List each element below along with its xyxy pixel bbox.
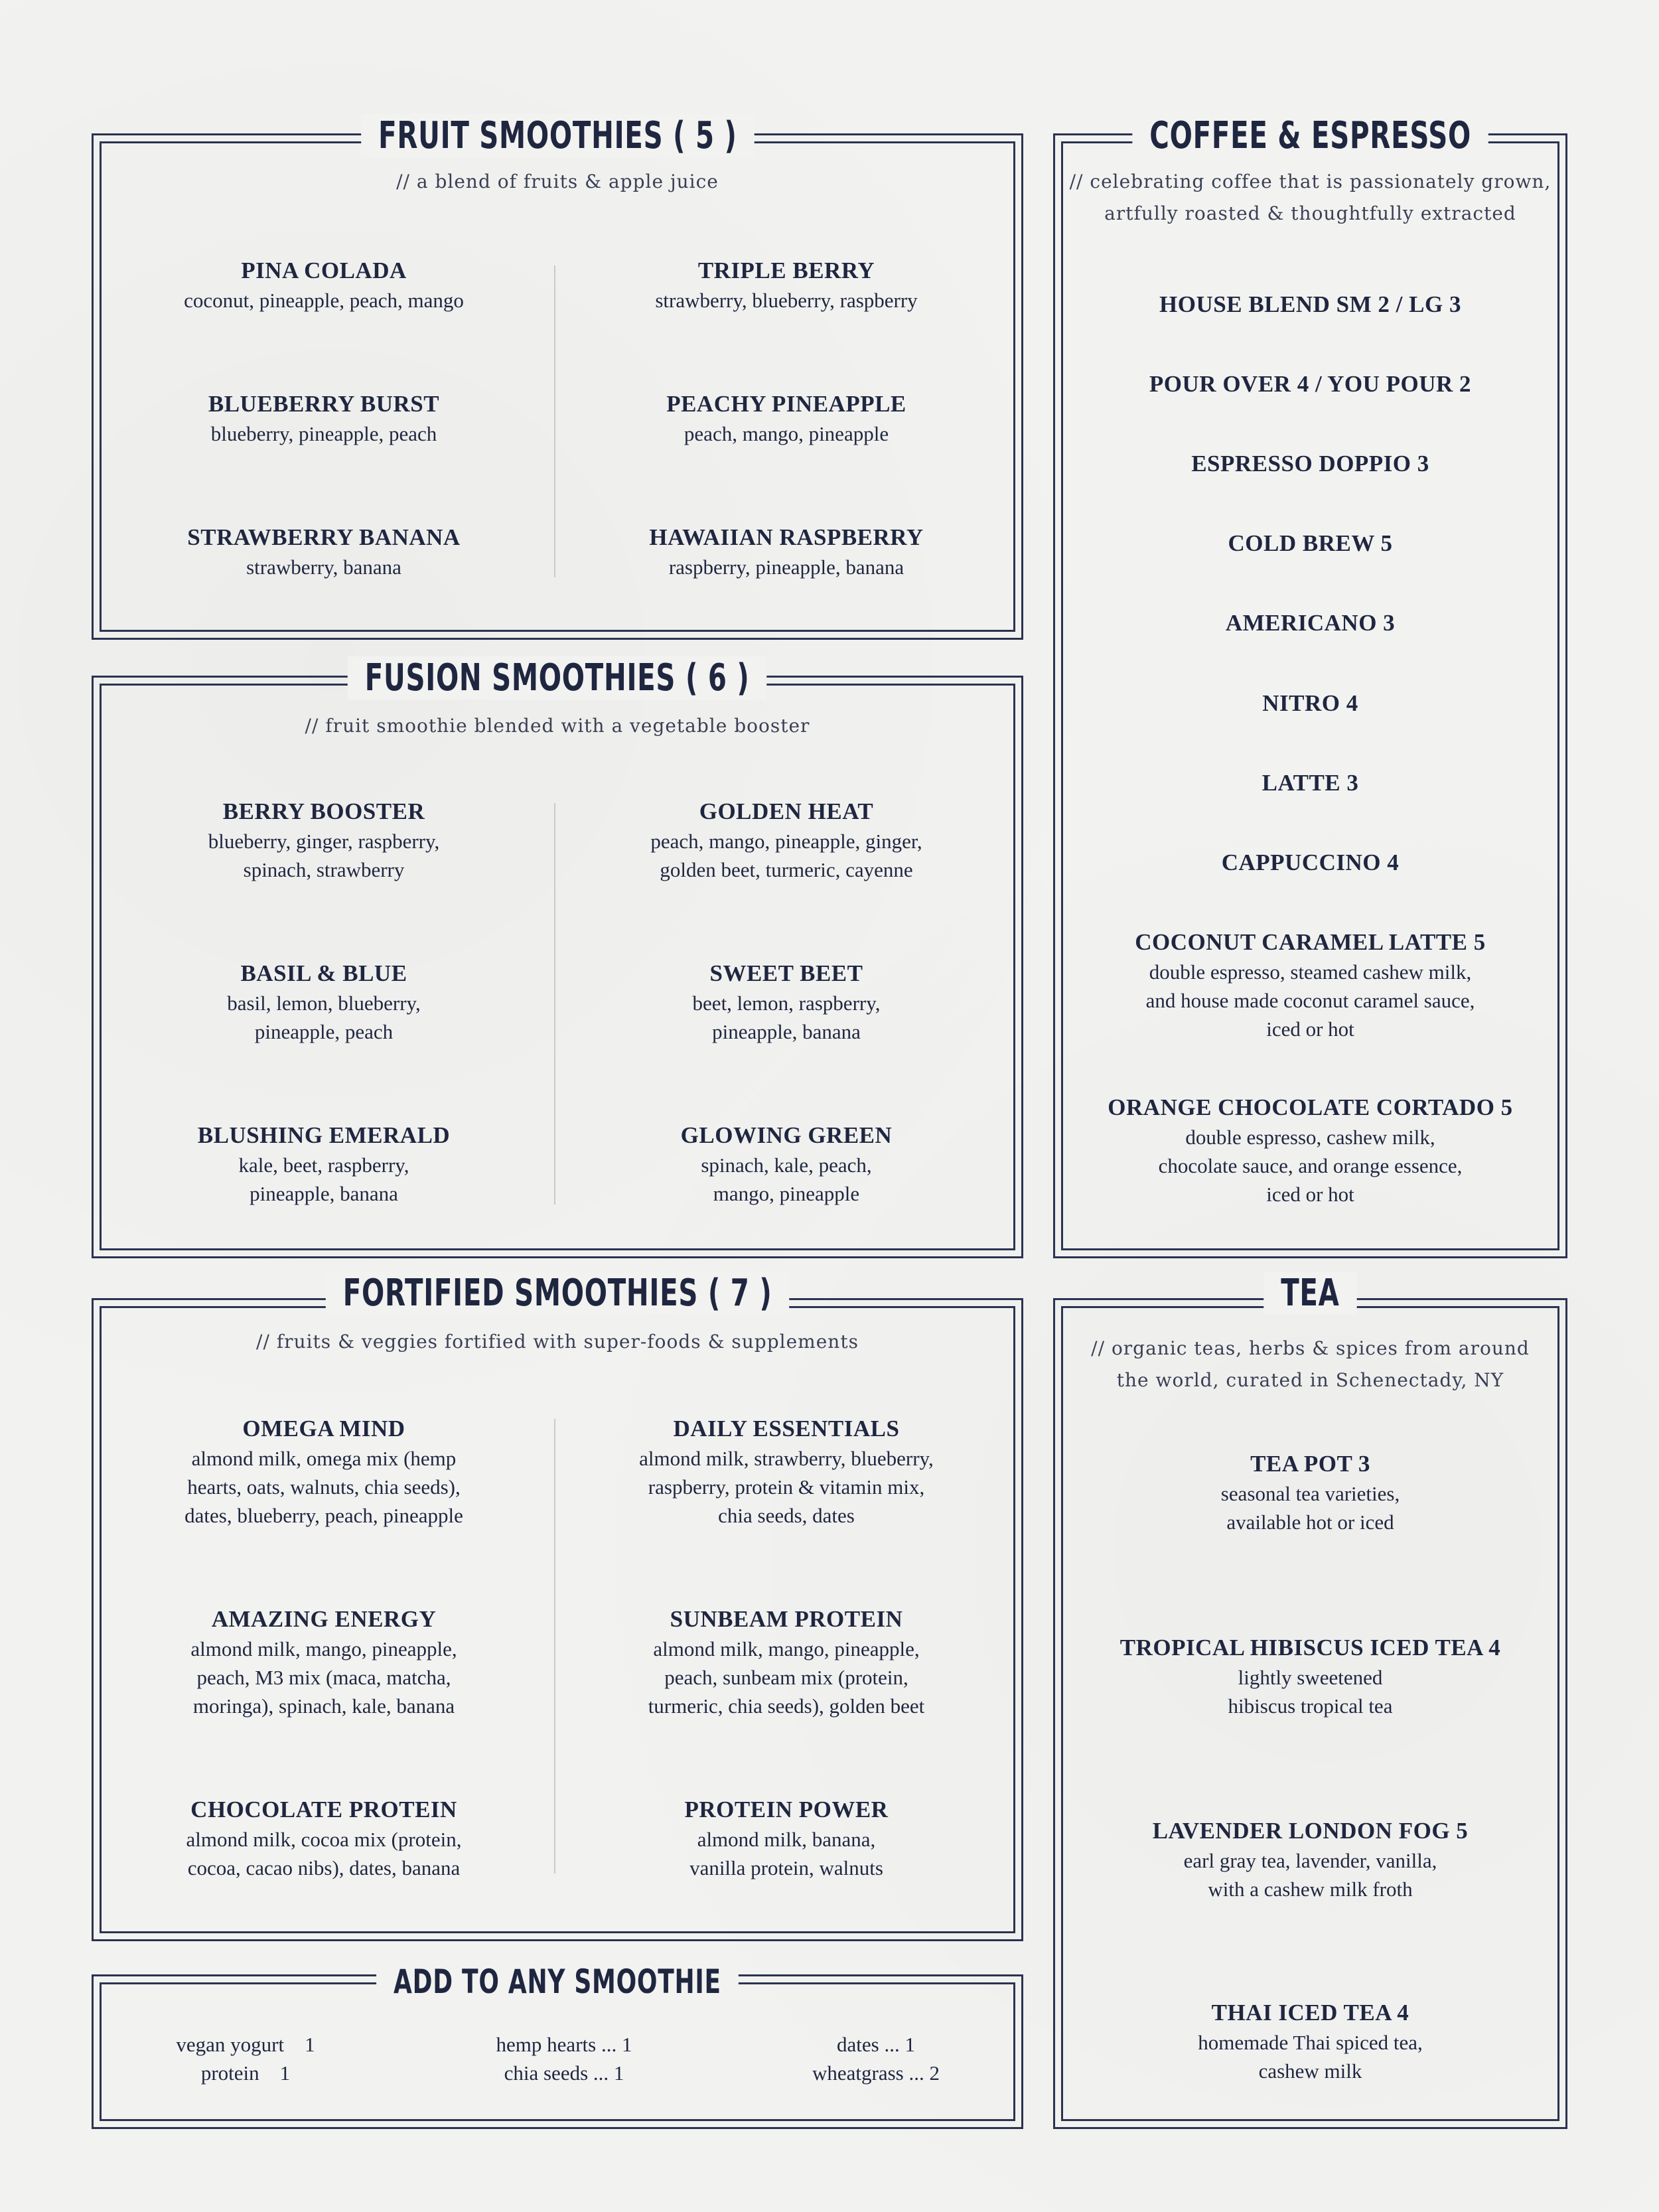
fortified-smoothies-title: FORTIFIED SMOOTHIES ( 7 ) [326,1272,790,1315]
item-description: strawberry, blueberry, raspberry [655,289,918,312]
item-description: spinach, kale, peach, [701,1153,872,1177]
coffee-subtitle-line-2: artfully roasted & thoughtfully extracted [1104,202,1516,224]
item-name: CAPPUCCINO 4 [1221,849,1400,875]
item-name: HOUSE BLEND SM 2 / LG 3 [1159,291,1461,317]
item-name: PINA COLADA [241,258,407,283]
coffee-menu-item [1053,1092,1567,1209]
item-name: AMERICANO 3 [1225,610,1396,636]
item-description: earl gray tea, lavender, vanilla, [1183,1849,1437,1872]
item-name: BERRY BOOSTER [222,798,425,824]
addons-column-2 [451,2030,677,2087]
fortified-menu-item [92,1414,556,1530]
fruit-menu-item [554,389,1019,448]
item-description: almond milk, omega mix (hemp [191,1447,457,1470]
item-name: NITRO 4 [1262,690,1358,716]
item-description: golden beet, turmeric, cayenne [660,858,913,881]
fruit-menu-item [92,256,556,315]
item-name: ESPRESSO DOPPIO 3 [1191,451,1429,477]
item-description: pineapple, banana [712,1020,861,1043]
fusion-menu-item [92,958,556,1046]
coffee-menu-item [1053,608,1567,638]
item-name: THAI ICED TEA 4 [1211,2000,1409,2026]
item-description: coconut, pineapple, peach, mango [184,289,464,312]
item-description: raspberry, protein & vitamin mix, [648,1475,925,1499]
item-name: DAILY ESSENTIALS [673,1416,900,1441]
item-name: SWEET BEET [709,960,863,986]
addon-vegan-yogurt: vegan yogurt 1 [176,2033,315,2056]
item-description: blueberry, pineapple, peach [210,422,437,445]
tea-title: TEA [1263,1272,1356,1315]
item-description: peach, mango, pineapple, ginger, [650,830,922,853]
item-description: kale, beet, raspberry, [238,1153,409,1177]
item-description: hearts, oats, walnuts, chia seeds), [187,1475,461,1499]
item-name: COCONUT CARAMEL LATTE 5 [1135,929,1486,955]
addons-column-1 [133,2030,358,2087]
item-description: dates, blueberry, peach, pineapple [184,1504,463,1527]
fruit-smoothies-title-wrap [92,114,1023,157]
coffee-menu-item [1053,369,1567,400]
fruit-menu-item [554,256,1019,315]
item-description: peach, sunbeam mix (protein, [664,1666,908,1689]
coffee-subtitle [1053,166,1567,230]
fusion-menu-item [92,1120,556,1208]
item-description: chocolate sauce, and orange essence, [1158,1154,1463,1177]
tea-title-wrap [1053,1272,1567,1315]
item-name: POUR OVER 4 / YOU POUR 2 [1149,371,1472,397]
item-description: peach, mango, pineapple [684,422,889,445]
fusion-menu-item [92,796,556,884]
item-description: almond milk, mango, pineapple, [653,1637,920,1660]
item-name: PEACHY PINEAPPLE [666,391,906,417]
coffee-title-wrap [1053,114,1567,157]
coffee-title: COFFEE & ESPRESSO [1132,114,1488,157]
fusion-menu-item [554,1120,1019,1208]
item-description: with a cashew milk froth [1208,1878,1413,1901]
addons-title-wrap [92,1962,1023,2001]
item-description: cocoa, cacao nibs), dates, banana [187,1856,461,1880]
item-name: TEA POT 3 [1250,1451,1370,1477]
item-description: basil, lemon, blueberry, [227,992,421,1015]
fusion-smoothies-subtitle: // fruit smoothie blended with a vegetable booster [305,715,810,737]
tea-menu-item [1053,1816,1567,1903]
item-name: PROTEIN POWER [684,1797,889,1822]
fortified-menu-item [554,1795,1019,1882]
item-name: AMAZING ENERGY [211,1606,437,1632]
fortified-menu-item [554,1604,1019,1720]
coffee-subtitle-line-1: // celebrating coffee that is passionately grown, [1069,171,1551,192]
item-description: turmeric, chia seeds), golden beet [648,1694,925,1718]
item-description: double espresso, steamed cashew milk, [1149,960,1472,984]
item-description: almond milk, strawberry, blueberry, [639,1447,934,1470]
item-name: BLUSHING EMERALD [197,1122,451,1148]
addon-chia-seeds: chia seeds ... 1 [504,2061,624,2085]
addon-wheatgrass: wheatgrass ... 2 [812,2061,940,2085]
addons-column-3 [763,2030,989,2087]
item-description: lightly sweetened [1238,1666,1383,1689]
item-description: almond milk, cocoa mix (protein, [186,1828,462,1851]
item-name: TRIPLE BERRY [697,258,875,283]
item-name: HAWAIIAN RASPBERRY [649,524,924,550]
item-description: double espresso, cashew milk, [1185,1126,1435,1149]
fortified-menu-item [92,1604,556,1720]
coffee-menu-item [1053,688,1567,719]
tea-subtitle-line-2: the world, curated in Schenectady, NY [1116,1369,1504,1391]
item-name: OMEGA MIND [242,1416,405,1441]
item-description: iced or hot [1266,1183,1354,1206]
fusion-smoothies-title-wrap [92,656,1023,700]
addons-title: ADD TO ANY SMOOTHIE [376,1962,739,2001]
item-description: available hot or iced [1226,1511,1394,1534]
fruit-menu-item [554,522,1019,581]
fusion-menu-item [554,958,1019,1046]
item-name: BASIL & BLUE [240,960,407,986]
item-description: cashew milk [1258,2059,1362,2083]
coffee-menu-item [1053,289,1567,320]
tea-subtitle-line-1: // organic teas, herbs & spices from around [1091,1337,1530,1359]
fortified-menu-item [554,1414,1019,1530]
item-name: GLOWING GREEN [680,1122,893,1148]
item-description: iced or hot [1266,1017,1354,1041]
item-description: raspberry, pineapple, banana [668,555,904,579]
tea-menu-item [1053,1633,1567,1720]
addon-protein: protein 1 [200,2061,291,2085]
fruit-menu-item [92,389,556,448]
item-name: LAVENDER LONDON FOG 5 [1152,1818,1469,1844]
item-description: mango, pineapple [713,1182,860,1205]
fruit-menu-item [92,522,556,581]
item-description: vanilla protein, walnuts [689,1856,883,1880]
fusion-menu-item [554,796,1019,884]
item-description: chia seeds, dates [718,1504,855,1527]
item-description: moringa), spinach, kale, banana [192,1694,455,1718]
item-description: blueberry, ginger, raspberry, [208,830,440,853]
fortified-menu-item [92,1795,556,1882]
item-description: beet, lemon, raspberry, [692,992,881,1015]
item-description: peach, M3 mix (maca, matcha, [196,1666,451,1689]
tea-menu-item [1053,1998,1567,2085]
fusion-smoothies-title: FUSION SMOOTHIES ( 6 ) [348,656,767,700]
coffee-menu-item [1053,768,1567,798]
fortified-smoothies-subtitle: // fruits & veggies fortified with super-foods & supplements [256,1331,859,1353]
item-name: TROPICAL HIBISCUS ICED TEA 4 [1119,1635,1501,1660]
item-name: STRAWBERRY BANANA [187,524,461,550]
item-name: LATTE 3 [1262,770,1359,796]
addon-hemp-hearts: hemp hearts ... 1 [496,2033,632,2056]
item-name: CHOCOLATE PROTEIN [190,1797,457,1822]
item-description: pineapple, banana [250,1182,398,1205]
fruit-smoothies-subtitle: // a blend of fruits & apple juice [396,171,719,192]
item-name: GOLDEN HEAT [699,798,874,824]
item-name: SUNBEAM PROTEIN [670,1606,903,1632]
item-description: and house made coconut caramel sauce, [1145,989,1475,1012]
coffee-menu-item [1053,927,1567,1043]
item-description: homemade Thai spiced tea, [1198,2031,1423,2054]
coffee-menu-item [1053,848,1567,878]
tea-menu-item [1053,1449,1567,1536]
coffee-menu-item [1053,449,1567,479]
item-description: almond milk, banana, [697,1828,876,1851]
item-description: almond milk, mango, pineapple, [190,1637,457,1660]
fruit-smoothies-title: FRUIT SMOOTHIES ( 5 ) [361,114,754,157]
item-description: strawberry, banana [246,555,401,579]
item-description: spinach, strawberry [243,858,405,881]
tea-subtitle [1053,1333,1567,1396]
item-name: COLD BREW 5 [1228,530,1393,556]
item-description: seasonal tea varieties, [1220,1482,1400,1505]
item-name: BLUEBERRY BURST [208,391,440,417]
item-name: ORANGE CHOCOLATE CORTADO 5 [1108,1094,1513,1120]
item-description: pineapple, peach [254,1020,394,1043]
fortified-smoothies-title-wrap [92,1272,1023,1315]
item-description: hibiscus tropical tea [1228,1694,1393,1718]
coffee-menu-item [1053,528,1567,559]
addon-dates: dates ... 1 [837,2033,915,2056]
